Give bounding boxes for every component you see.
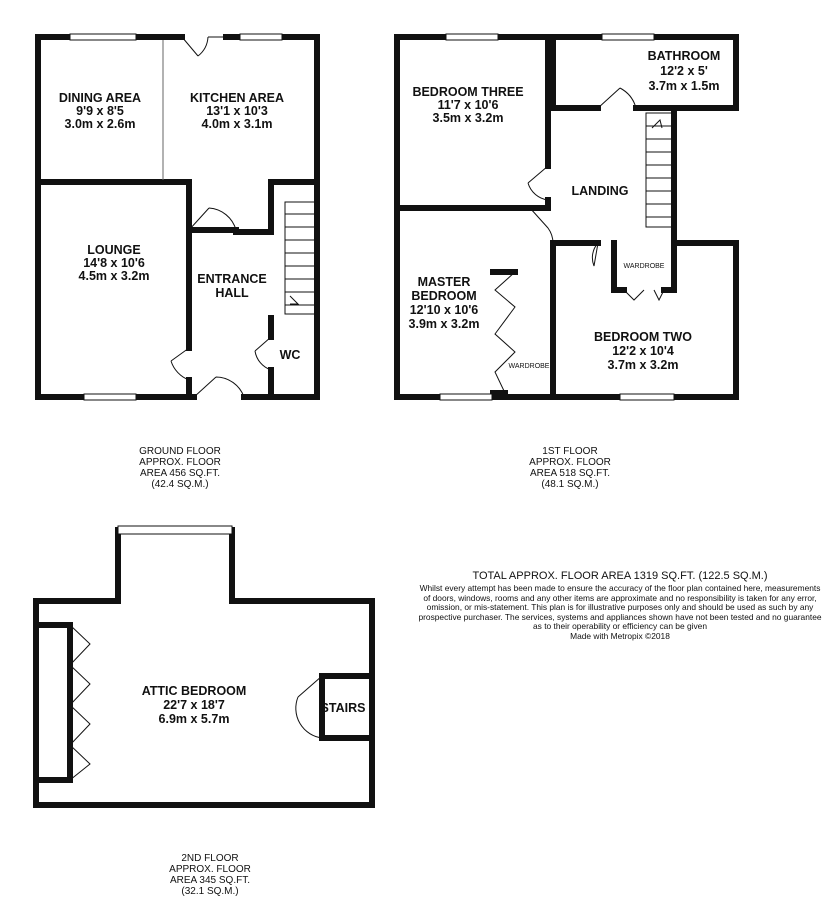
room-size-bedroom-three-imperial: 11'7 x 10'6 xyxy=(437,98,499,112)
first-floor-wall xyxy=(553,37,736,108)
disclaimer-line: prospective purchaser. The services, systems and appliances shown have not been tested and no guarantee xyxy=(418,611,822,622)
room-size-attic-bedroom-metric: 6.9m x 5.7m xyxy=(158,712,230,726)
door xyxy=(255,337,271,370)
room-name-bedroom-three: BEDROOM THREE xyxy=(412,85,524,99)
caption-line: 1ST FLOOR xyxy=(542,446,598,457)
first-floor-stairs xyxy=(646,113,672,227)
window xyxy=(70,34,136,40)
caption-line: AREA 456 SQ.FT. xyxy=(139,468,221,479)
caption-line: (32.1 SQ.M.) xyxy=(181,886,239,897)
window xyxy=(118,526,232,534)
room-name-stairs: STAIRS xyxy=(320,701,366,715)
window xyxy=(602,34,654,40)
room-size-dining-area-imperial: 9'9 x 8'5 xyxy=(76,104,124,118)
room-name-attic-bedroom: ATTIC BEDROOM xyxy=(141,684,247,698)
room-name-kitchen-area: KITCHEN AREA xyxy=(190,91,284,105)
caption-line: 2ND FLOOR xyxy=(181,853,239,864)
caption-line: GROUND FLOOR xyxy=(139,446,221,457)
door xyxy=(530,208,553,243)
second-floor-wall xyxy=(38,625,70,780)
wardrobe-door xyxy=(495,272,515,393)
first-floor-wall xyxy=(553,243,598,397)
window xyxy=(240,34,282,40)
disclaimer-line: as to their operability or efficiency can be given xyxy=(533,621,707,632)
ground-floor-stairs xyxy=(285,202,315,314)
disclaimer-text xyxy=(402,584,838,642)
second-floor-caption xyxy=(150,853,270,897)
caption-line: APPROX. FLOOR xyxy=(529,457,611,468)
disclaimer-line: Made with Metropix ©2018 xyxy=(570,630,670,641)
second-floor-outer-wall xyxy=(36,530,372,805)
disclaimer-line: of doors, windows, rooms and any other items are approximate and no responsibility is taken for any error, xyxy=(423,592,817,603)
wardrobe-door xyxy=(624,290,664,300)
room-size-lounge-metric: 4.5m x 3.2m xyxy=(78,269,150,283)
room-size-bathroom-metric: 3.7m x 1.5m xyxy=(648,79,720,93)
room-name-entrance: ENTRANCE xyxy=(197,272,267,286)
room-size-bedroom-three-metric: 3.5m x 3.2m xyxy=(432,111,504,125)
door xyxy=(598,88,636,108)
second-floor-plan xyxy=(36,530,372,805)
first-floor-caption xyxy=(510,446,630,490)
caption-line: APPROX. FLOOR xyxy=(139,457,221,468)
room-size-bedroom-two-imperial: 12'2 x 10'4 xyxy=(612,344,674,358)
window xyxy=(440,394,492,400)
disclaimer-line: Whilst every attempt has been made to ensure the accuracy of the floor plan contained here, measurements xyxy=(419,583,821,593)
caption-line: (48.1 SQ.M.) xyxy=(541,479,599,490)
door xyxy=(592,243,598,266)
room-name-wc: WC xyxy=(279,348,301,362)
caption-line: APPROX. FLOOR xyxy=(169,864,251,875)
room-size-kitchen-area-metric: 4.0m x 3.1m xyxy=(201,117,273,131)
room-name-hall: HALL xyxy=(215,286,249,300)
ground-floor-wall xyxy=(271,182,317,232)
caption-line: AREA 518 SQ.FT. xyxy=(529,468,611,479)
window xyxy=(620,394,674,400)
door xyxy=(182,37,208,56)
room-size-master-bedroom-metric: 3.9m x 3.2m xyxy=(408,317,480,331)
room-size-lounge-imperial: 14'8 x 10'6 xyxy=(83,256,145,270)
door xyxy=(189,208,236,230)
room-name-bedroom-two: BEDROOM TWO xyxy=(594,330,692,344)
door xyxy=(296,676,322,738)
door xyxy=(171,348,189,380)
room-name-lounge: LOUNGE xyxy=(87,243,141,257)
room-size-bedroom-two-metric: 3.7m x 3.2m xyxy=(607,358,679,372)
room-size-master-bedroom-imperial: 12'10 x 10'6 xyxy=(409,303,479,317)
room-name-bedroom: BEDROOM xyxy=(411,289,477,303)
room-size-attic-bedroom-imperial: 22'7 x 18'7 xyxy=(163,698,225,712)
wardrobe-label-master: WARDROBE xyxy=(508,363,550,370)
disclaimer-line: omission, or mis-statement. This plan is for illustrative purposes only and should be used as such by any xyxy=(426,602,814,613)
disclaimer-block xyxy=(402,570,838,642)
window xyxy=(84,394,136,400)
caption-line: (42.4 SQ.M.) xyxy=(151,479,209,490)
room-name-landing: LANDING xyxy=(571,184,629,198)
door xyxy=(194,377,244,397)
room-size-kitchen-area-imperial: 13'1 x 10'3 xyxy=(206,104,268,118)
room-name-dining-area: DINING AREA xyxy=(58,91,142,105)
room-size-dining-area-metric: 3.0m x 2.6m xyxy=(64,117,136,131)
room-size-bathroom-imperial: 12'2 x 5' xyxy=(660,64,708,78)
caption-line: AREA 345 SQ.FT. xyxy=(169,875,251,886)
room-name-bathroom: BATHROOM xyxy=(647,49,721,63)
room-name-master: MASTER xyxy=(417,275,471,289)
total-floor-area: TOTAL APPROX. FLOOR AREA 1319 SQ.FT. (122.5 SQ.M.) xyxy=(472,570,768,582)
ground-floor-caption xyxy=(120,446,240,490)
window xyxy=(446,34,498,40)
ground-floor-wall xyxy=(189,225,236,230)
wardrobe-label-bedroom-two: WARDROBE xyxy=(623,263,665,270)
door xyxy=(528,166,548,200)
